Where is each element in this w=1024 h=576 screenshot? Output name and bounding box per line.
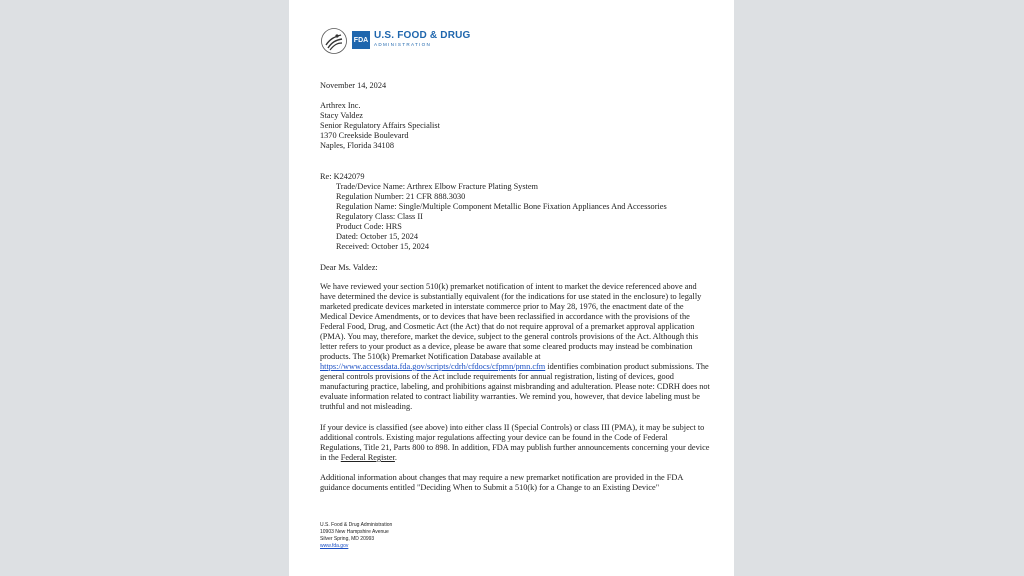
- fda-box-logo: FDA: [352, 31, 370, 49]
- re-line: Received: October 15, 2024: [336, 242, 430, 251]
- re-line: Regulation Number: 21 CFR 888.3030: [336, 192, 466, 201]
- fda-website-link[interactable]: www.fda.gov: [320, 543, 349, 549]
- re-label: Re: K242079: [320, 172, 365, 181]
- recipient-address: [320, 101, 710, 151]
- footer-line: U.S. Food & Drug Administration: [320, 522, 393, 528]
- hhs-seal-icon: [320, 27, 348, 55]
- recipient-line: Arthrex Inc.: [320, 101, 361, 110]
- re-block: [320, 172, 710, 252]
- agency-title: U.S. FOOD & DRUG: [374, 30, 471, 41]
- letter-page: [289, 0, 734, 576]
- recipient-line: Naples, Florida 34108: [320, 141, 394, 150]
- re-line: Regulatory Class: Class II: [336, 212, 423, 221]
- footer-line: Silver Spring, MD 20993: [320, 536, 375, 542]
- recipient-line: Stacy Valdez: [320, 111, 363, 120]
- federal-register-text: Federal Register: [340, 453, 395, 462]
- footer-line: 10903 New Hampshire Avenue: [320, 529, 389, 535]
- footer-address: [320, 522, 392, 550]
- paragraph-3: Additional information about changes that may require a new premarket notification are provided in the FDA guidance documents entitled "Deciding When to Submit a 510(k) for a Change to an Existing Device": [320, 473, 683, 492]
- paragraph-1: We have reviewed your section 510(k) premarket notification of intent to market the device referenced above and have determined the device is substantially equivalent (for the indications for use stated in the enclosure) to legally marketed predicate devices marketed in interstate commerce prior to May 28, 1976, the enactment date of the Medical Device Amendments, or to devices that have been reclassified in accordance with the provisions of the Federal Food, Drug, and Cosmetic Act (the Act) that do not require approval of a premarket approval application (PMA). You may, therefore, market the device, subject to the general controls provisions of the Act. Although this letter refers to your product as a device, please be aware that some cleared products may instead be combination products. The 510(k) Premarket Notification Database available at https://www.accessdata.fda.gov/scripts/cdrh/cfdocs/cfpmn/pmn.cfm identifies combination product submissions. The general controls provisions of the Act include requirements for annual registration, listing of devices, good manufacturing practice, labeling, and prohibitions against misbranding and adulteration. Please note: CDRH does not evaluate information related to contract liability warranties. We remind you, however, that device labeling must be truthful and not misleading.: [320, 282, 710, 411]
- paragraph-2: If your device is classified (see above) into either class II (Special Controls) or class III (PMA), it may be subject to additional controls. Existing major regulations affecting your device can be found in the Code of Federal Regulations, Title 21, Parts 800 to 898. In addition, FDA may publish further announcements concerning your device in the Federal Register.: [320, 423, 710, 462]
- fda-logo: [320, 27, 470, 55]
- re-line: Dated: October 15, 2024: [336, 232, 419, 241]
- recipient-line: Senior Regulatory Affairs Specialist: [320, 121, 440, 130]
- pmn-database-link[interactable]: https://www.accessdata.fda.gov/scripts/cdrh/cfdocs/cfpmn/pmn.cfm: [320, 362, 546, 371]
- salutation: Dear Ms. Valdez:: [320, 263, 378, 272]
- letter-date: November 14, 2024: [320, 81, 387, 90]
- re-line: Regulation Name: Single/Multiple Component Metallic Bone Fixation Appliances And Accessories: [336, 202, 667, 211]
- agency-subtitle: ADMINISTRATION: [374, 42, 432, 47]
- re-line: Product Code: HRS: [336, 222, 402, 231]
- re-line: Trade/Device Name: Arthrex Elbow Fracture Plating System: [336, 182, 539, 191]
- recipient-line: 1370 Creekside Boulevard: [320, 131, 409, 140]
